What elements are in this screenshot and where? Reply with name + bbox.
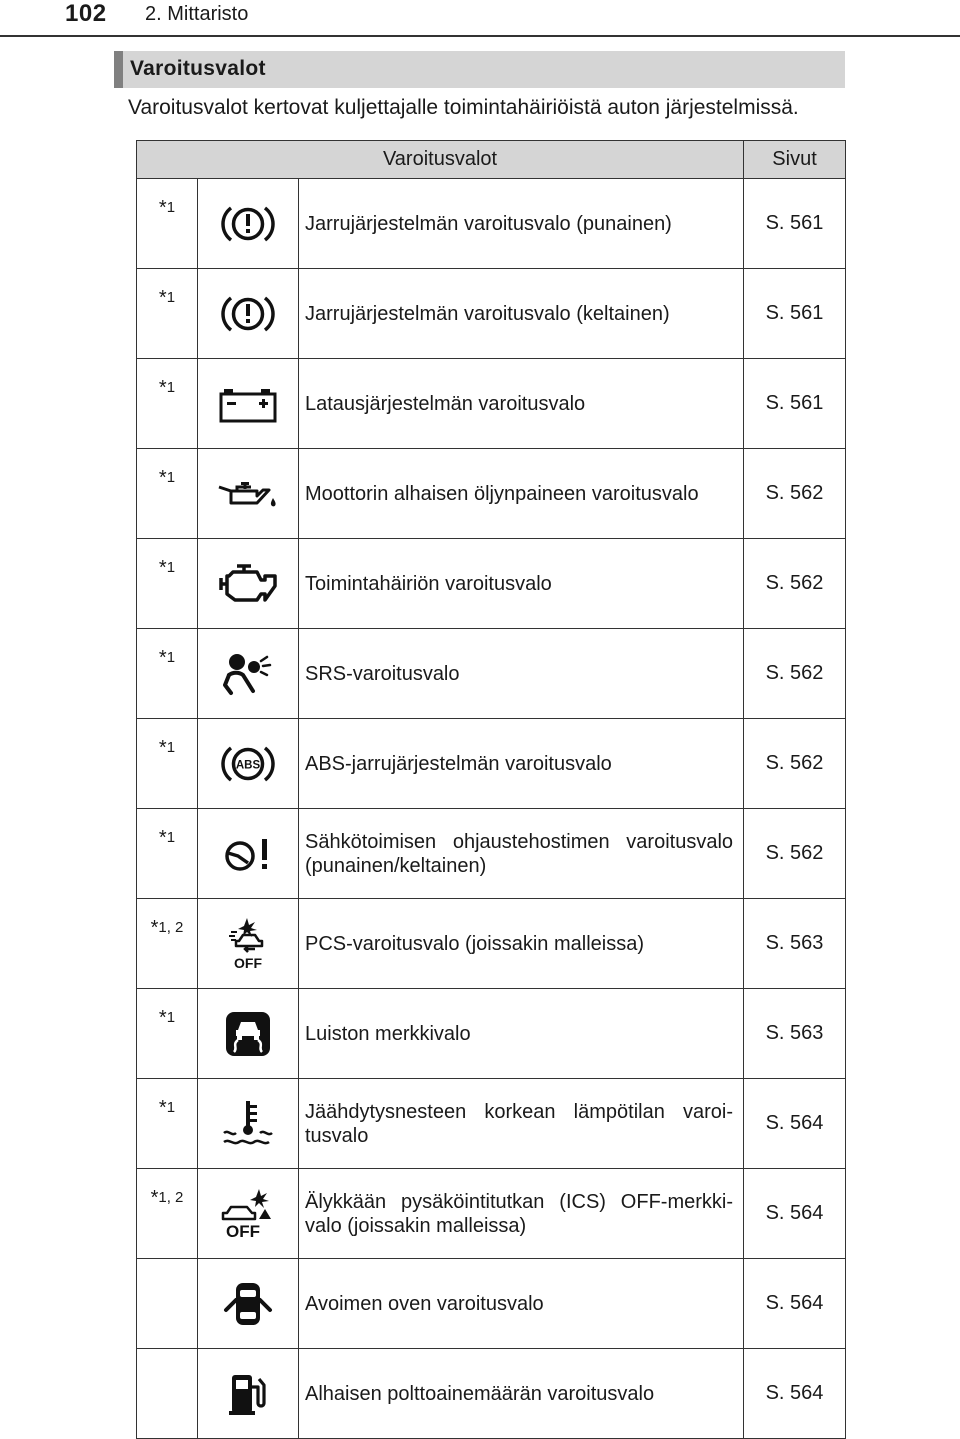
note-star: * — [158, 467, 167, 489]
page-reference: S. 562 — [744, 629, 846, 719]
coolant-temperature-icon — [220, 1099, 276, 1149]
abs-icon-label: ABS — [235, 759, 261, 771]
page-reference: S. 561 — [744, 269, 846, 359]
note-star: * — [158, 1007, 167, 1029]
abs-icon — [220, 741, 276, 787]
note-number: 1 — [166, 739, 176, 756]
note-number: 1 — [166, 199, 176, 216]
power-steering-icon — [222, 833, 274, 875]
table-row — [137, 539, 846, 629]
icon-cell — [198, 809, 299, 899]
table-row — [137, 449, 846, 539]
note-cell — [137, 1349, 198, 1439]
section-title: Varoitusvalot — [130, 57, 266, 80]
warning-lights-table — [136, 140, 846, 1439]
note-cell — [137, 539, 198, 629]
description-cell: Latausjärjestelmän varoitusvalo — [299, 359, 744, 449]
note-number: 1 — [166, 829, 176, 846]
table-row — [137, 899, 846, 989]
icon-cell — [198, 719, 299, 809]
description-cell: Luiston merkkivalo — [299, 989, 744, 1079]
page-reference: S. 563 — [744, 989, 846, 1079]
icon-cell — [198, 1259, 299, 1349]
header-lights: Varoitusvalot — [137, 141, 744, 179]
icon-cell — [198, 989, 299, 1079]
note-cell — [137, 1079, 198, 1169]
table-row — [137, 719, 846, 809]
page-reference: S. 562 — [744, 719, 846, 809]
chapter-title: 2. Mittaristo — [145, 3, 249, 25]
description-cell: Sähkötoimisen ohjaustehostimen varoitusvalo (punainen/keltainen) — [299, 809, 744, 899]
note-cell — [137, 449, 198, 539]
note-number: 1 — [166, 1099, 176, 1116]
description-cell: Jäähdytysnesteen korkean lämpötilan varoi-tusvalo — [299, 1079, 744, 1169]
description-cell: SRS-varoitusvalo — [299, 629, 744, 719]
icon-cell — [198, 1079, 299, 1169]
note-cell — [137, 629, 198, 719]
description-cell: Jarrujärjestelmän varoitusvalo (keltainen) — [299, 269, 744, 359]
note-cell — [137, 269, 198, 359]
icon-cell — [198, 539, 299, 629]
ics-off-icon — [219, 1187, 277, 1241]
table-row — [137, 989, 846, 1079]
note-number: 1 — [166, 649, 176, 666]
door-open-icon — [223, 1280, 273, 1328]
note-star: * — [150, 1187, 159, 1209]
note-number: 1 — [166, 289, 176, 306]
note-cell — [137, 989, 198, 1079]
icon-cell — [198, 899, 299, 989]
note-star: * — [158, 647, 167, 669]
note-number: 1 — [166, 1009, 176, 1026]
slip-indicator-icon — [224, 1010, 272, 1058]
table-row — [137, 1349, 846, 1439]
note-star: * — [158, 377, 167, 399]
page-header — [0, 0, 960, 38]
description-cell: Älykkään pysäköintitutkan (ICS) OFF-merkki-valo (joissakin malleissa) — [299, 1169, 744, 1259]
page-reference: S. 562 — [744, 809, 846, 899]
icon-cell — [198, 629, 299, 719]
page-number: 102 — [65, 0, 107, 27]
header-pages: Sivut — [744, 141, 846, 179]
icon-cell — [198, 359, 299, 449]
page-reference: S. 561 — [744, 179, 846, 269]
table-header-row — [137, 141, 846, 179]
note-cell — [137, 359, 198, 449]
page-reference: S. 564 — [744, 1259, 846, 1349]
note-cell — [137, 719, 198, 809]
icon-cell — [198, 179, 299, 269]
page-reference: S. 562 — [744, 539, 846, 629]
description-cell: PCS-varoitusvalo (joissakin malleissa) — [299, 899, 744, 989]
note-star: * — [158, 827, 167, 849]
note-star: * — [158, 737, 167, 759]
airbag-icon — [223, 651, 273, 697]
note-star: * — [158, 197, 167, 219]
section-banner-mark — [114, 51, 123, 88]
brake-warning-yellow-icon — [220, 291, 276, 337]
page-reference: S. 564 — [744, 1169, 846, 1259]
table-row — [137, 1169, 846, 1259]
intro-text: Varoitusvalot kertovat kuljettajalle toimintahäiriöistä auton järjestelmissä. — [128, 96, 799, 119]
description-cell: Jarrujärjestelmän varoitusvalo (punainen) — [299, 179, 744, 269]
icon-cell — [198, 269, 299, 359]
ics-off-label: OFF — [226, 1221, 260, 1241]
description-cell: Avoimen oven varoitusvalo — [299, 1259, 744, 1349]
note-number: 1 — [166, 379, 176, 396]
page-reference: S. 563 — [744, 899, 846, 989]
brake-warning-red-icon — [220, 201, 276, 247]
section-banner — [114, 51, 845, 88]
note-cell — [137, 1259, 198, 1349]
table-row — [137, 359, 846, 449]
icon-cell — [198, 1169, 299, 1259]
table-row — [137, 1079, 846, 1169]
table-row — [137, 809, 846, 899]
check-engine-icon — [217, 562, 279, 606]
description-cell: Alhaisen polttoainemäärän varoitusvalo — [299, 1349, 744, 1439]
low-fuel-icon — [226, 1371, 270, 1417]
description-cell: Toimintahäiriön varoitusvalo — [299, 539, 744, 629]
note-number: 1, 2 — [158, 919, 184, 936]
header-rule — [0, 35, 960, 37]
oil-can-icon — [217, 476, 279, 512]
description-cell: ABS-jarrujärjestelmän varoitusvalo — [299, 719, 744, 809]
icon-cell — [198, 449, 299, 539]
note-cell — [137, 1169, 198, 1259]
note-cell — [137, 809, 198, 899]
note-number: 1, 2 — [158, 1189, 184, 1206]
note-cell — [137, 179, 198, 269]
page-reference: S. 564 — [744, 1349, 846, 1439]
note-star: * — [158, 287, 167, 309]
table-row — [137, 179, 846, 269]
table-row — [137, 1259, 846, 1349]
page-reference: S. 564 — [744, 1079, 846, 1169]
page-reference: S. 561 — [744, 359, 846, 449]
note-star: * — [158, 557, 167, 579]
note-number: 1 — [166, 559, 176, 576]
note-number: 1 — [166, 469, 176, 486]
note-star: * — [158, 1097, 167, 1119]
note-star: * — [150, 917, 159, 939]
icon-cell — [198, 1349, 299, 1439]
table-row — [137, 269, 846, 359]
battery-icon — [218, 384, 278, 424]
note-cell — [137, 899, 198, 989]
description-cell: Moottorin alhaisen öljynpaineen varoitusvalo — [299, 449, 744, 539]
page-reference: S. 562 — [744, 449, 846, 539]
pcs-off-label: OFF — [234, 954, 262, 971]
table-row — [137, 629, 846, 719]
pcs-off-icon — [221, 916, 275, 972]
